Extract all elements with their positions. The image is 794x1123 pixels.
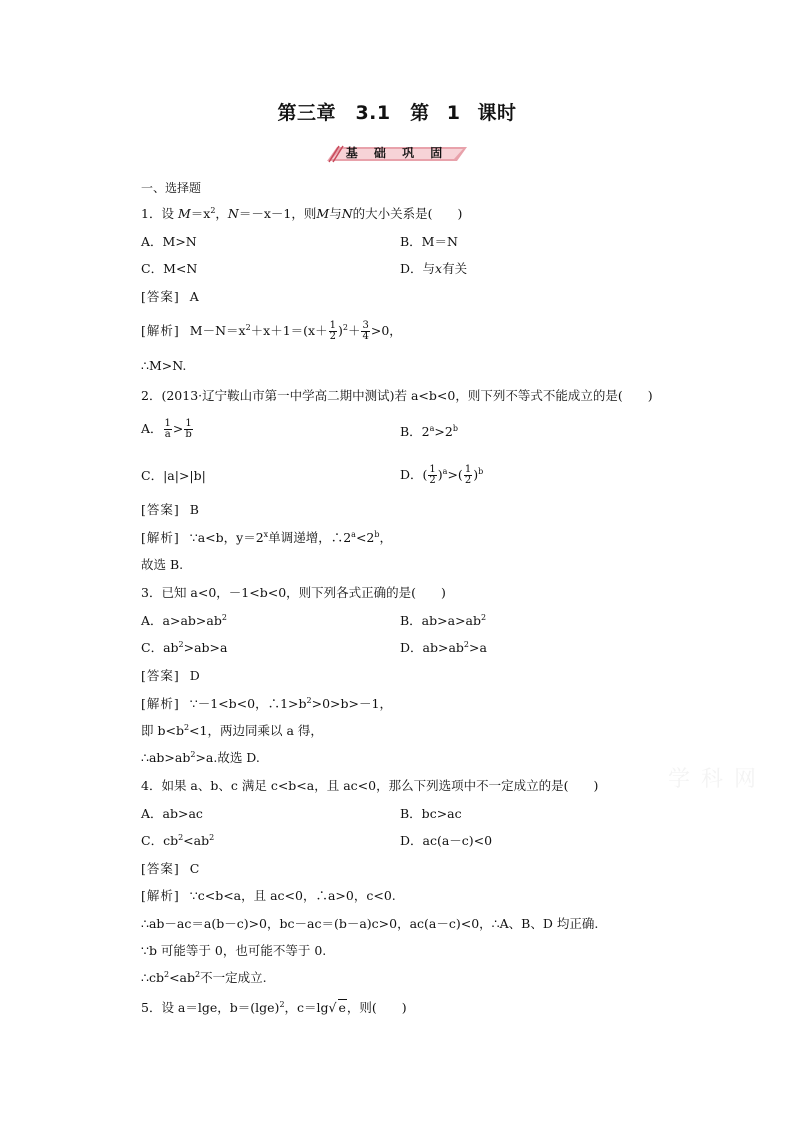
question-3-stem: 3．已知 a<0，－1<b<0，则下列各式正确的是( ) <box>141 585 446 600</box>
question-1-option-b: B．M＝N <box>400 234 458 249</box>
question-5-stem: 5．设 a＝lge，$b=(\lg e)^2$，c＝lg√ e，则( ) <box>141 999 407 1015</box>
question-4-answer: [答案] C <box>141 861 200 876</box>
question-1-option-a: A．M>N <box>141 234 197 249</box>
fraction: $\frac{3}{4}$ <box>362 320 369 342</box>
question-3-analysis-line2: 即 $b<b^2<1$，两边同乘以 a 得， <box>141 722 323 738</box>
question-1-option-c: C．M<N <box>141 261 198 276</box>
watermark-text: 学 科 网 <box>668 767 758 792</box>
question-3-answer: [答案] D <box>141 668 200 683</box>
question-2-option-d: D．( $\frac{1}{2}$ )$^a$>( $\frac{1}{2}$ )$^b$ <box>400 464 484 486</box>
question-4-option-d: D．ac(a－c)<0 <box>400 833 493 848</box>
banner-label: 基 础 巩 固 <box>345 146 449 160</box>
section-banner <box>327 144 467 164</box>
question-2-option-c: C．|a|>|b| <box>141 468 206 483</box>
question-3-option-b: B．$ab>a>ab^2$ <box>400 612 487 628</box>
page-title: 第三章 3.1 第 1 课时 <box>277 102 517 124</box>
fraction: $\frac{1}{2}$ <box>329 320 336 342</box>
question-2-stem: 2．(2013·辽宁鞍山市第一中学高二期中测试)若 a<b<0，则下列不等式不能成立的是( ) <box>141 388 653 403</box>
question-3-option-c: C．$ab^2>ab>a$ <box>141 639 228 655</box>
question-1-stem: 1．设 $M=x^2$，N＝－x－1，则M与N的大小关系是( ) <box>141 205 463 221</box>
question-1-option-d: D．与x有关 <box>400 261 468 276</box>
question-1-analysis: [解析] $M-N=x^2+x+1=(x+$ $\frac{1}{2}$ )$^2$＋ $\frac{3}{4}$ >0， <box>141 320 402 342</box>
question-2-option-a: A． $\frac{1}{a}$ > $\frac{1}{b}$ <box>141 418 192 440</box>
question-2-conclusion: 故选 B. <box>141 557 184 572</box>
section-heading: 一、选择题 <box>141 181 202 195</box>
question-1-conclusion: ∴M>N. <box>141 358 187 373</box>
question-4-stem: 4．如果 a、b、c 满足 c<b<a，且 ac<0，那么下列选项中不一定成立的是( ) <box>141 778 599 793</box>
question-4-option-a: A．ab>ac <box>141 806 203 821</box>
question-3-analysis: [解析] ∵－1<b<0，$\therefore 1>b^2>0>b>-1$， <box>141 695 392 711</box>
question-4-analysis-line2: ∴ab－ac＝a(b－c)>0，bc－ac＝(b－a)c>0，ac(a－c)<0，∴A、B、D 均正确. <box>141 916 599 931</box>
question-2-answer: [答案] B <box>141 502 199 517</box>
question-4-conclusion: $\therefore cb^2<ab^2$不一定成立. <box>141 969 267 985</box>
question-2-option-b: B．$2^a>2^b$ <box>400 423 458 439</box>
question-1-answer: [答案] A <box>141 289 199 304</box>
question-3-option-a: A．$a>ab>ab^2$ <box>141 612 227 628</box>
question-4-analysis-line3: ∵b 可能等于 0，也可能不等于 0. <box>141 943 327 958</box>
question-4-option-b: B．bc>ac <box>400 806 462 821</box>
question-3-option-d: D．$ab>ab^2>a$ <box>400 639 487 655</box>
question-3-conclusion: $\therefore ab>ab^2>a$.故选 D. <box>141 749 260 765</box>
question-4-option-c: C．$cb^2<ab^2$ <box>141 832 215 848</box>
question-2-analysis: [解析] ∵a<b，$y=2^x$单调递增，$\therefore 2^a<2^b$， <box>141 529 393 545</box>
question-4-analysis: [解析] ∵c<b<a，且 ac<0，∴a>0，c<0. <box>141 888 396 903</box>
